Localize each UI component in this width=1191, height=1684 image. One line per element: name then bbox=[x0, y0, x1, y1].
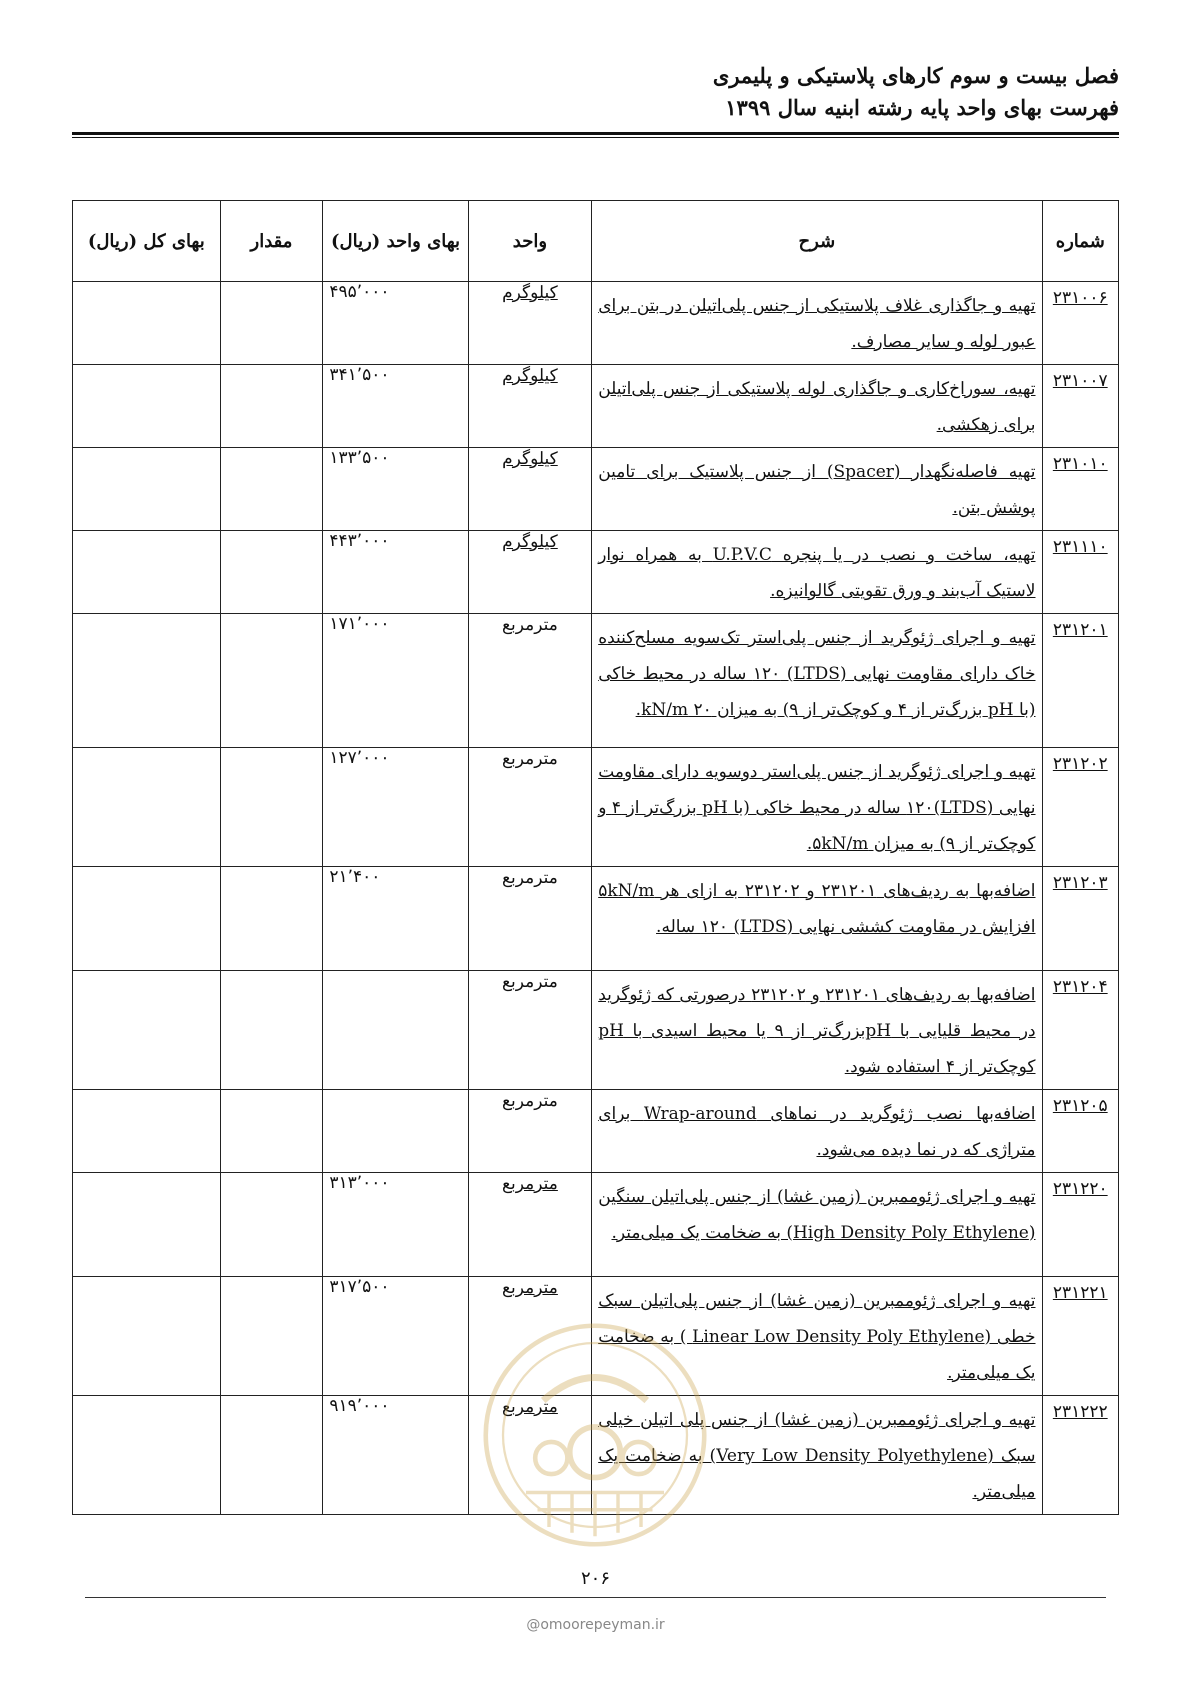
row-quantity bbox=[220, 282, 323, 365]
row-unit: کیلوگرم bbox=[468, 282, 592, 365]
row-unit: کیلوگرم bbox=[468, 448, 592, 531]
row-description: اضافه‌بها به ردیف‌های ۲۳۱۲۰۱ و ۲۳۱۲۰۲ درصورتی که ژئوگرید در محیط قلیایی با pHبزرگ‌تر از ۹ یا محیط اسیدی با pH کوچک‌تر از ۴ استفاده شود. bbox=[592, 971, 1042, 1090]
row-unit-price: ۱۳۳٬۵۰۰ bbox=[323, 448, 468, 531]
row-unit-price: ۱۷۱٬۰۰۰ bbox=[323, 614, 468, 748]
row-number: ۲۳۱۱۱۰ bbox=[1042, 531, 1119, 614]
col-description-header: شرح bbox=[592, 201, 1042, 282]
row-unit-price: ۴۴۳٬۰۰۰ bbox=[323, 531, 468, 614]
row-number: ۲۳۱۲۰۳ bbox=[1042, 867, 1119, 971]
row-total-price bbox=[73, 365, 221, 448]
row-unit: مترمربع bbox=[468, 1277, 592, 1396]
row-unit-price: ۹۱۹٬۰۰۰ bbox=[323, 1396, 468, 1515]
row-total-price bbox=[73, 1090, 221, 1173]
price-list-title: فهرست بهای واحد پایه رشته ابنیه سال ۱۳۹۹ bbox=[725, 95, 1119, 120]
row-quantity bbox=[220, 1277, 323, 1396]
row-unit: مترمربع bbox=[468, 1173, 592, 1277]
row-unit: مترمربع bbox=[468, 748, 592, 867]
table-row bbox=[73, 614, 1119, 748]
row-unit-price bbox=[323, 971, 468, 1090]
row-number: ۲۳۱۲۰۱ bbox=[1042, 614, 1119, 748]
row-description: تهیه و اجرای ژئوگرید از جنس پلی‌استر دوسویه دارای مقاومت نهایی (LTDS)۱۲۰ ساله در محیط خاکی (با pH بزرگ‌تر از ۴ و کوچک‌تر از ۹) به میزان ۵kN/m. bbox=[592, 748, 1042, 867]
row-quantity bbox=[220, 971, 323, 1090]
row-total-price bbox=[73, 448, 221, 531]
row-quantity bbox=[220, 1090, 323, 1173]
col-unit-header: واحد bbox=[468, 201, 592, 282]
price-table bbox=[72, 200, 1119, 1515]
row-total-price bbox=[73, 282, 221, 365]
row-total-price bbox=[73, 1173, 221, 1277]
row-description: تهیه و اجرای ژئوممبرین (زمین غشا) از جنس پلی‌اتیلن سبک خطی (Linear Low Density Poly Ethylene ) به ضخامت یک میلی‌متر. bbox=[592, 1277, 1042, 1396]
row-unit: مترمربع bbox=[468, 1090, 592, 1173]
row-unit-price: ۳۴۱٬۵۰۰ bbox=[323, 365, 468, 448]
row-quantity bbox=[220, 448, 323, 531]
row-number: ۲۳۱۰۱۰ bbox=[1042, 448, 1119, 531]
row-number: ۲۳۱۰۰۷ bbox=[1042, 365, 1119, 448]
footer-rule bbox=[85, 1597, 1106, 1598]
table-row bbox=[73, 971, 1119, 1090]
table-row bbox=[73, 748, 1119, 867]
row-total-price bbox=[73, 748, 221, 867]
table-row bbox=[73, 867, 1119, 971]
row-total-price bbox=[73, 1396, 221, 1515]
row-quantity bbox=[220, 365, 323, 448]
col-quantity-header: مقدار bbox=[220, 201, 323, 282]
row-unit: مترمربع bbox=[468, 867, 592, 971]
row-unit: مترمربع bbox=[468, 1396, 592, 1515]
row-quantity bbox=[220, 748, 323, 867]
col-number-header: شماره bbox=[1042, 201, 1119, 282]
row-unit: مترمربع bbox=[468, 971, 592, 1090]
row-unit-price: ۲۱٬۴۰۰ bbox=[323, 867, 468, 971]
row-quantity bbox=[220, 614, 323, 748]
row-description: تهیه و اجرای ژئوممبرین (زمین غشا) از جنس پلی اتیلن خیلی سبک (Very Low Density Polyethylene) به ضخامت یک میلی‌متر. bbox=[592, 1396, 1042, 1515]
header-rule bbox=[72, 132, 1119, 135]
row-number: ۲۳۱۲۰۴ bbox=[1042, 971, 1119, 1090]
table-row bbox=[73, 365, 1119, 448]
row-description: تهیه، ساخت و نصب در یا پنجره U.P.V.C به همراه نوار لاستیک آب‌بند و ورق تقویتی گالوانیزه. bbox=[592, 531, 1042, 614]
row-description: تهیه فاصله‌نگهدار (Spacer) از جنس پلاستیک برای تامین پوشش بتن. bbox=[592, 448, 1042, 531]
row-unit: مترمربع bbox=[468, 614, 592, 748]
page-number: ۲۰۶ bbox=[580, 1568, 610, 1589]
row-quantity bbox=[220, 867, 323, 971]
row-unit: کیلوگرم bbox=[468, 531, 592, 614]
row-number: ۲۳۱۰۰۶ bbox=[1042, 282, 1119, 365]
row-total-price bbox=[73, 867, 221, 971]
table-row bbox=[73, 282, 1119, 365]
row-number: ۲۳۱۲۲۱ bbox=[1042, 1277, 1119, 1396]
row-quantity bbox=[220, 1396, 323, 1515]
row-total-price bbox=[73, 531, 221, 614]
row-number: ۲۳۱۲۰۲ bbox=[1042, 748, 1119, 867]
table-header-row bbox=[73, 201, 1119, 282]
row-description: اضافه‌بها به ردیف‌های ۲۳۱۲۰۱ و ۲۳۱۲۰۲ به ازای هر ۵kN/m افزایش در مقاومت کششی نهایی (LTDS) ۱۲۰ ساله. bbox=[592, 867, 1042, 971]
watermark-seal-icon bbox=[480, 1320, 710, 1550]
row-number: ۲۳۱۲۲۲ bbox=[1042, 1396, 1119, 1515]
row-unit: کیلوگرم bbox=[468, 365, 592, 448]
col-total-price-header: بهای کل (ریال) bbox=[73, 201, 221, 282]
row-unit-price: ۴۹۵٬۰۰۰ bbox=[323, 282, 468, 365]
row-unit-price bbox=[323, 1090, 468, 1173]
row-description: اضافه‌بها نصب ژئوگرید در نماهای Wrap-around برای متراژی که در نما دیده می‌شود. bbox=[592, 1090, 1042, 1173]
row-quantity bbox=[220, 1173, 323, 1277]
row-description: تهیه و اجرای ژئوممبرین (زمین غشا) از جنس پلی‌اتیلن سنگین (High Density Poly Ethylene) به ضخامت یک میلی‌متر. bbox=[592, 1173, 1042, 1277]
row-quantity bbox=[220, 531, 323, 614]
table-row bbox=[73, 448, 1119, 531]
row-total-price bbox=[73, 614, 221, 748]
row-description: تهیه و جاگذاری غلاف پلاستیکی از جنس پلی‌اتیلن در بتن برای عبور لوله و سایر مصارف. bbox=[592, 282, 1042, 365]
table-row bbox=[73, 531, 1119, 614]
row-unit-price: ۳۱۷٬۵۰۰ bbox=[323, 1277, 468, 1396]
table-row bbox=[73, 1173, 1119, 1277]
row-unit-price: ۳۱۳٬۰۰۰ bbox=[323, 1173, 468, 1277]
row-total-price bbox=[73, 971, 221, 1090]
site-watermark: @omoorepeyman.ir bbox=[526, 1617, 665, 1633]
row-number: ۲۳۱۲۲۰ bbox=[1042, 1173, 1119, 1277]
col-unit-price-header: بهای واحد (ریال) bbox=[323, 201, 468, 282]
row-number: ۲۳۱۲۰۵ bbox=[1042, 1090, 1119, 1173]
row-description: تهیه و اجرای ژئوگرید از جنس پلی‌استر تک‌سویه مسلح‌کننده خاک دارای مقاومت نهایی (LTDS) ۱۲۰ ساله در محیط خاکی (با pH بزرگ‌تر از ۴ و کوچک‌تر از ۹) به میزان ۲۰ kN/m. bbox=[592, 614, 1042, 748]
table-row bbox=[73, 1090, 1119, 1173]
row-unit-price: ۱۲۷٬۰۰۰ bbox=[323, 748, 468, 867]
header-rule-thin bbox=[72, 137, 1119, 138]
row-description: تهیه، سوراخ‌کاری و جاگذاری لوله پلاستیکی از جنس پلی‌اتیلن برای زهکشی. bbox=[592, 365, 1042, 448]
page-header bbox=[72, 60, 1119, 124]
row-total-price bbox=[73, 1277, 221, 1396]
chapter-title: فصل بیست و سوم کارهای پلاستیکی و پلیمری bbox=[712, 63, 1119, 88]
